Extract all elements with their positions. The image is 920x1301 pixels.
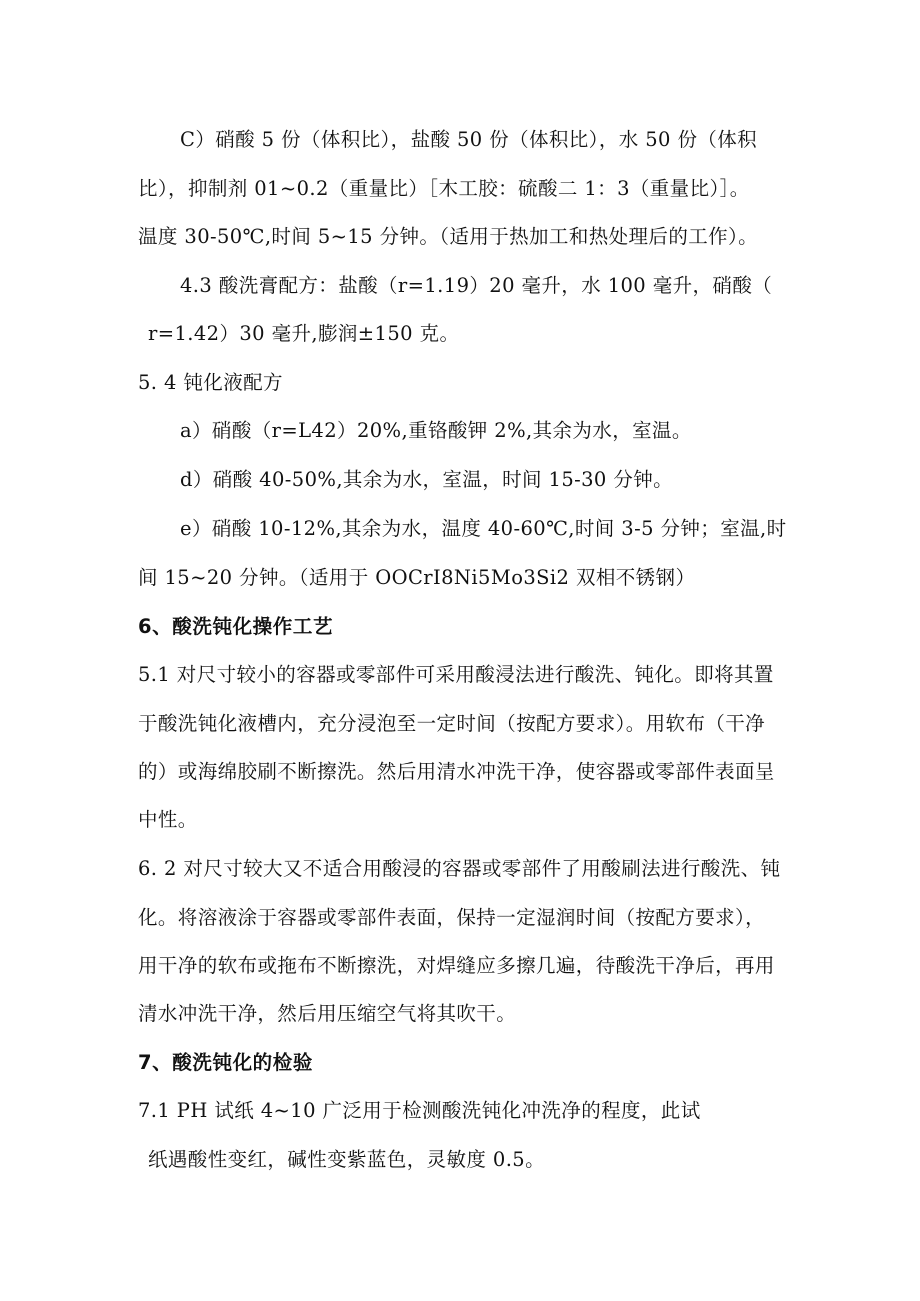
para-4-3-line1: 4.3 酸洗膏配方：盐酸（r=1.19）20 毫升，水 100 毫升，硝酸（	[180, 274, 773, 297]
para-6-2-line1: 6. 2 对尺寸较大又不适合用酸浸的容器或零部件了用酸刷法进行酸洗、钝	[138, 857, 781, 880]
para-5-1-line2: 于酸洗钝化液槽内，充分浸泡至一定时间（按配方要求）。用软布（干净	[138, 712, 766, 735]
para-5-1-line4: 中性。	[138, 808, 198, 831]
para-a: a）硝酸（r=L42）20%,重铬酸钾 2%,其余为水，室温。	[180, 419, 692, 442]
para-c-line2: 比），抑制剂 01~0.2（重量比）［木工胶：硫酸二 1：3（重量比）］。	[138, 177, 750, 200]
para-6-2-line3: 用干净的软布或拖布不断擦洗，对焊缝应多擦几遍，待酸洗干净后，再用	[138, 954, 775, 977]
para-e-line2: 间 15~20 分钟。（适用于 OOCrI8Ni5Mo3Si2 双相不锈钢）	[138, 566, 696, 589]
heading-7: 7、酸洗钝化的检验	[138, 1051, 313, 1074]
para-4-3-line2: r=1.42）30 毫升,膨润±150 克。	[148, 322, 460, 345]
para-6-2-line4: 清水冲洗干净，然后用压缩空气将其吹干。	[138, 1002, 517, 1025]
para-c-line1: C）硝酸 5 份（体积比），盐酸 50 份（体积比），水 50 份（体积	[180, 128, 758, 151]
para-c-line3: 温度 30-50℃,时间 5~15 分钟。（适用于热加工和热处理后的工作）。	[138, 225, 759, 248]
para-e-line1: e）硝酸 10-12%,其余为水，温度 40-60℃,时间 3-5 分钟；室温,时	[180, 517, 787, 540]
para-7-1-line2: 纸遇酸性变红，碱性变紫蓝色，灵敏度 0.5。	[148, 1148, 546, 1171]
para-5-1-line3: 的）或海绵胶刷不断擦洗。然后用清水冲洗干净，使容器或零部件表面呈	[138, 760, 775, 783]
para-d: d）硝酸 40-50%,其余为水，室温，时间 15-30 分钟。	[180, 468, 674, 491]
para-5-1-line1: 5.1 对尺寸较小的容器或零部件可采用酸浸法进行酸洗、钝化。即将其置	[138, 663, 774, 686]
para-6-2-line2: 化。将溶液涂于容器或零部件表面，保持一定湿润时间（按配方要求），	[138, 906, 766, 929]
heading-6: 6、酸洗钝化操作工艺	[138, 615, 334, 638]
para-7-1-line1: 7.1 PH 试纸 4~10 广泛用于检测酸洗钝化冲洗净的程度，此试	[138, 1099, 701, 1122]
para-5-4: 5. 4 钝化液配方	[138, 371, 283, 394]
